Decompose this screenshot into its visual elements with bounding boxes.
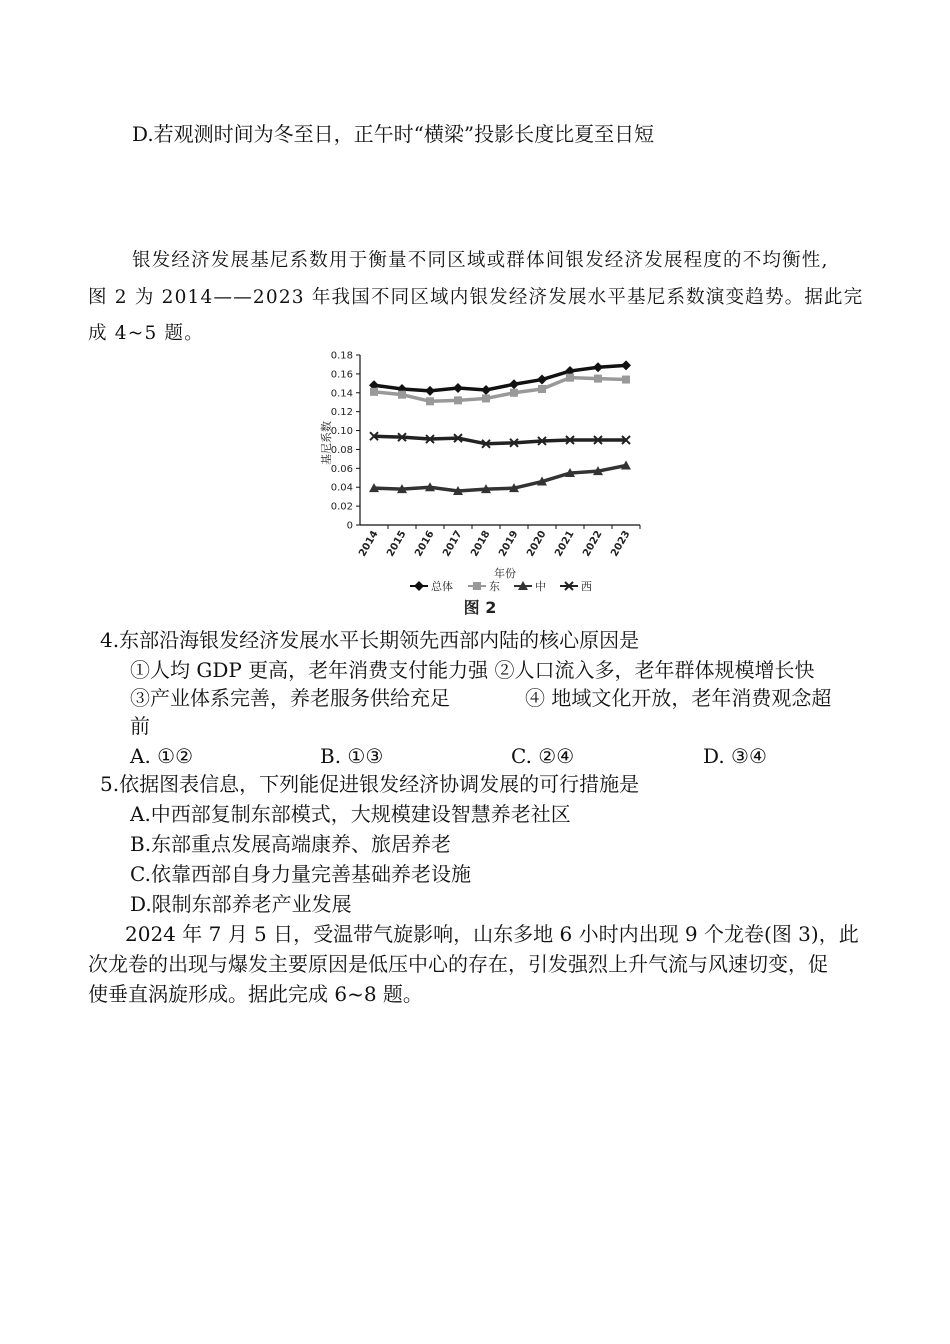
diamond-marker <box>481 385 491 395</box>
x-tick-label: 2023 <box>609 529 633 559</box>
y-tick-label: 0.08 <box>330 444 353 456</box>
square-marker <box>473 582 481 590</box>
legend-label: 西 <box>581 580 592 593</box>
y-tick-label: 0.06 <box>330 463 353 475</box>
q4-statement-4: ④ 地域文化开放，老年消费观念超 <box>525 686 832 710</box>
chart-legend <box>410 579 592 593</box>
q5-option-a[interactable]: A.中西部复制东部模式，大规模建设智慧养老社区 <box>130 802 571 826</box>
diamond-marker <box>414 581 424 591</box>
diamond-marker <box>621 360 631 370</box>
y-tick-label: 0.10 <box>330 426 353 438</box>
square-marker <box>398 391 406 399</box>
x-tick-label: 2019 <box>497 529 521 559</box>
y-tick-label: 0.02 <box>330 501 353 513</box>
q4-statement-4-cont: 前 <box>130 714 150 738</box>
q5-option-d[interactable]: D.限制东部养老产业发展 <box>130 892 352 916</box>
square-marker <box>622 376 630 384</box>
chart-series <box>369 360 631 495</box>
intro2-line-1: 2024 年 7 月 5 日，受温带气旋影响，山东多地 6 小时内出现 9 个龙卷(图 3)，此 <box>125 922 859 946</box>
x-tick-label: 2015 <box>385 529 409 559</box>
intro2-line-2: 次龙卷的出现与爆发主要原因是低压中心的存在，引发强烈上升气流与风速切变，促 <box>88 952 828 976</box>
square-marker <box>510 389 518 397</box>
x-tick-label: 2022 <box>581 529 605 559</box>
square-marker <box>566 374 574 382</box>
diamond-marker <box>537 375 547 385</box>
x-tick-label: 2020 <box>525 529 549 559</box>
intro2-line-3: 使垂直涡旋形成。据此完成 6~8 题。 <box>88 982 423 1006</box>
series-西 <box>370 432 630 448</box>
x-tick-label: 2018 <box>469 529 493 559</box>
series-line <box>374 466 626 492</box>
legend-label: 中 <box>535 580 546 593</box>
chart-caption: 图 2 <box>463 598 497 617</box>
y-tick-label: 0 <box>346 520 353 532</box>
x-tick-label: 2021 <box>553 529 577 559</box>
y-tick-label: 0.14 <box>330 388 353 400</box>
q4-stem: 4.东部沿海银发经济发展水平长期领先西部内陆的核心原因是 <box>100 628 640 652</box>
square-marker <box>454 396 462 404</box>
x-tick-label: 2014 <box>357 529 381 559</box>
x-tick-label: 2017 <box>441 529 465 559</box>
y-tick-labels <box>331 351 353 532</box>
q4-statement-3: ③产业体系完善，养老服务供给充足 <box>130 686 450 710</box>
q4-statement-1-2: ①人均 GDP 更高，老年消费支付能力强 ②人口流入多，老年群体规模增长快 <box>130 658 815 682</box>
y-tick-label: 0.04 <box>330 482 353 494</box>
q5-stem: 5.依据图表信息，下列能促进银发经济协调发展的可行措施是 <box>100 772 640 796</box>
square-marker <box>426 397 434 405</box>
q4-option-b[interactable]: B. ①③ <box>320 744 384 768</box>
legend-label: 东 <box>489 580 500 593</box>
intro-line-1: 银发经济发展基尼系数用于衡量不同区域或群体间银发经济发展程度的不均衡性, <box>132 250 829 271</box>
square-marker <box>538 385 546 393</box>
y-tick-label: 0.12 <box>330 407 353 419</box>
prev-option-d: D.若观测时间为冬至日，正午时“横梁”投影长度比夏至日短 <box>132 122 655 146</box>
diamond-marker <box>425 386 435 396</box>
legend-item <box>560 580 592 593</box>
x-tick-label: 2016 <box>413 529 437 559</box>
series-line <box>374 436 626 444</box>
gini-line-chart <box>300 345 660 620</box>
y-axis-label: 基尼系数 <box>320 421 333 465</box>
q4-option-a[interactable]: A. ①② <box>130 744 194 768</box>
x-tick-labels <box>357 529 632 559</box>
q5-option-c[interactable]: C.依靠西部自身力量完善基础养老设施 <box>130 862 471 886</box>
diamond-marker <box>453 383 463 393</box>
y-tick-label: 0.18 <box>330 350 353 362</box>
x-axis-label: 年份 <box>494 567 516 580</box>
legend-item <box>514 579 546 593</box>
square-marker <box>370 388 378 396</box>
legend-item <box>468 580 500 593</box>
q4-option-d[interactable]: D. ③④ <box>703 744 767 768</box>
legend-label: 总体 <box>431 580 453 593</box>
intro-line-3: 成 4~5 题。 <box>88 323 204 344</box>
y-tick-label: 0.16 <box>330 369 353 381</box>
square-marker <box>482 394 490 402</box>
square-marker <box>594 375 602 383</box>
series-中 <box>369 461 631 496</box>
intro-line-2: 图 2 为 2014——2023 年我国不同区域内银发经济发展水平基尼系数演变趋势。据此完 <box>88 287 864 308</box>
q5-option-b[interactable]: B.东部重点发展高端康养、旅居养老 <box>130 832 452 856</box>
q4-option-c[interactable]: C. ②④ <box>511 744 575 768</box>
diamond-marker <box>509 379 519 389</box>
diamond-marker <box>593 362 603 372</box>
legend-item <box>410 579 453 593</box>
